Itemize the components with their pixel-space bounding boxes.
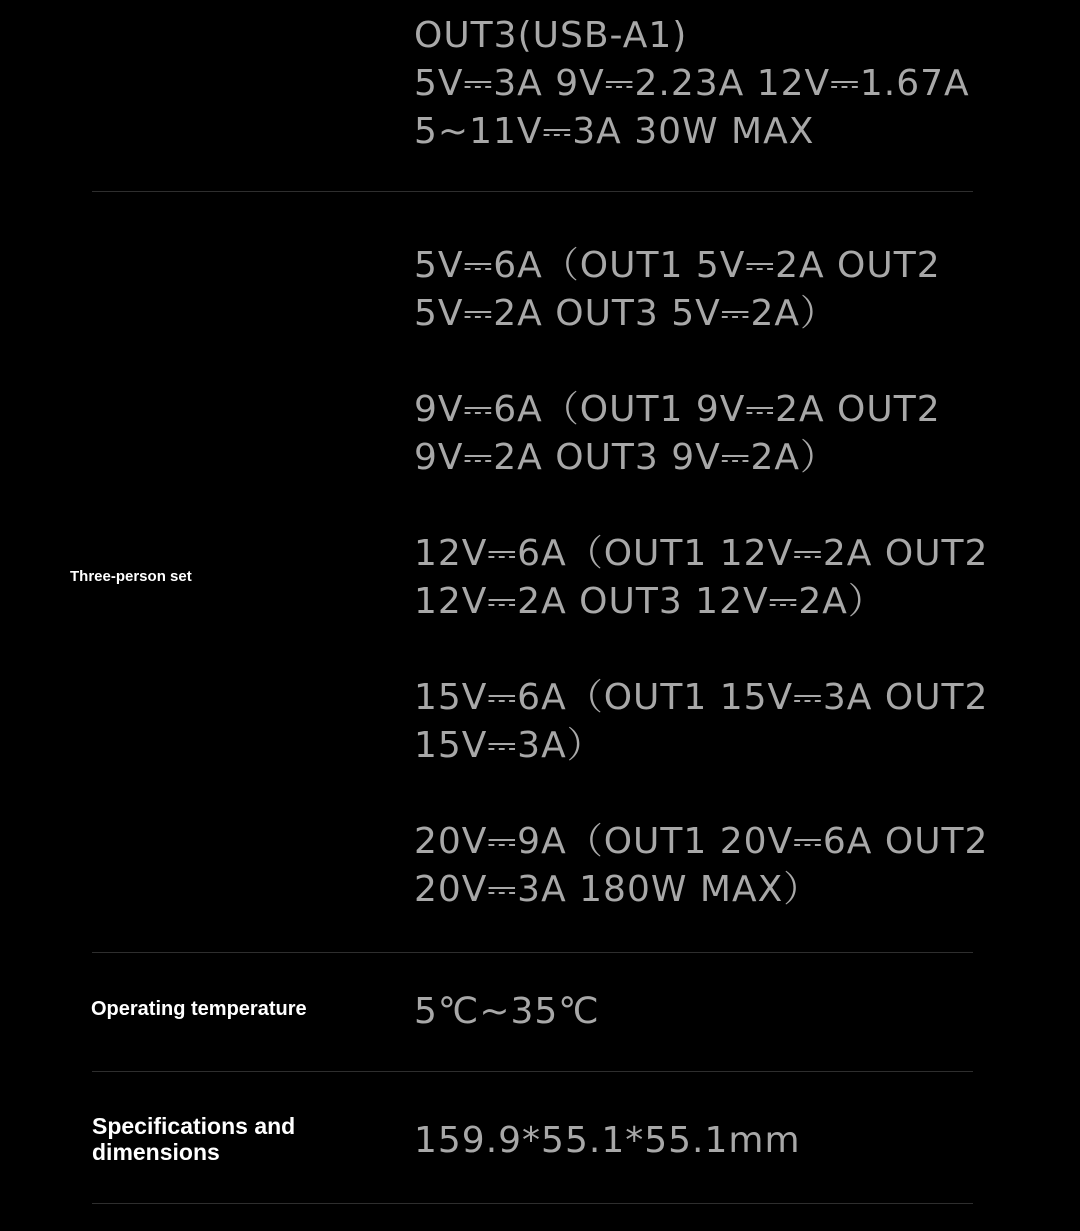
three-person-9v-line2: 9V⎓2A OUT3 9V⎓2A） <box>414 437 838 478</box>
dimensions-label-line2: dimensions <box>92 1139 220 1165</box>
row-divider <box>92 1203 973 1204</box>
operating-temperature-value: 5℃~35℃ <box>414 991 600 1032</box>
out3-max-power-line: 5~11V⎓3A 30W MAX <box>414 111 815 152</box>
three-person-15v-line1: 15V⎓6A（OUT1 15V⎓3A OUT2 <box>414 677 989 718</box>
three-person-12v-line2: 12V⎓2A OUT3 12V⎓2A） <box>414 581 885 622</box>
three-person-20v-line1: 20V⎓9A（OUT1 20V⎓6A OUT2 <box>414 821 989 862</box>
out3-port-title: OUT3(USB-A1) <box>414 15 688 56</box>
three-person-5v-line2: 5V⎓2A OUT3 5V⎓2A） <box>414 293 838 334</box>
row-divider <box>92 1071 973 1072</box>
operating-temperature-label: Operating temperature <box>91 998 307 1020</box>
three-person-set-label: Three-person set <box>70 568 192 585</box>
dimensions-value: 159.9*55.1*55.1mm <box>414 1120 801 1161</box>
dimensions-label <box>92 1113 295 1165</box>
three-person-12v-line1: 12V⎓6A（OUT1 12V⎓2A OUT2 <box>414 533 989 574</box>
row-divider <box>92 952 973 953</box>
three-person-20v-line2: 20V⎓3A 180W MAX） <box>414 869 821 910</box>
out3-voltage-line: 5V⎓3A 9V⎓2.23A 12V⎓1.67A <box>414 63 970 104</box>
three-person-9v-line1: 9V⎓6A（OUT1 9V⎓2A OUT2 <box>414 389 941 430</box>
row-divider <box>92 191 973 192</box>
three-person-5v-line1: 5V⎓6A（OUT1 5V⎓2A OUT2 <box>414 245 941 286</box>
three-person-15v-line2: 15V⎓3A） <box>414 725 604 766</box>
dimensions-label-line1: Specifications and <box>92 1113 296 1139</box>
